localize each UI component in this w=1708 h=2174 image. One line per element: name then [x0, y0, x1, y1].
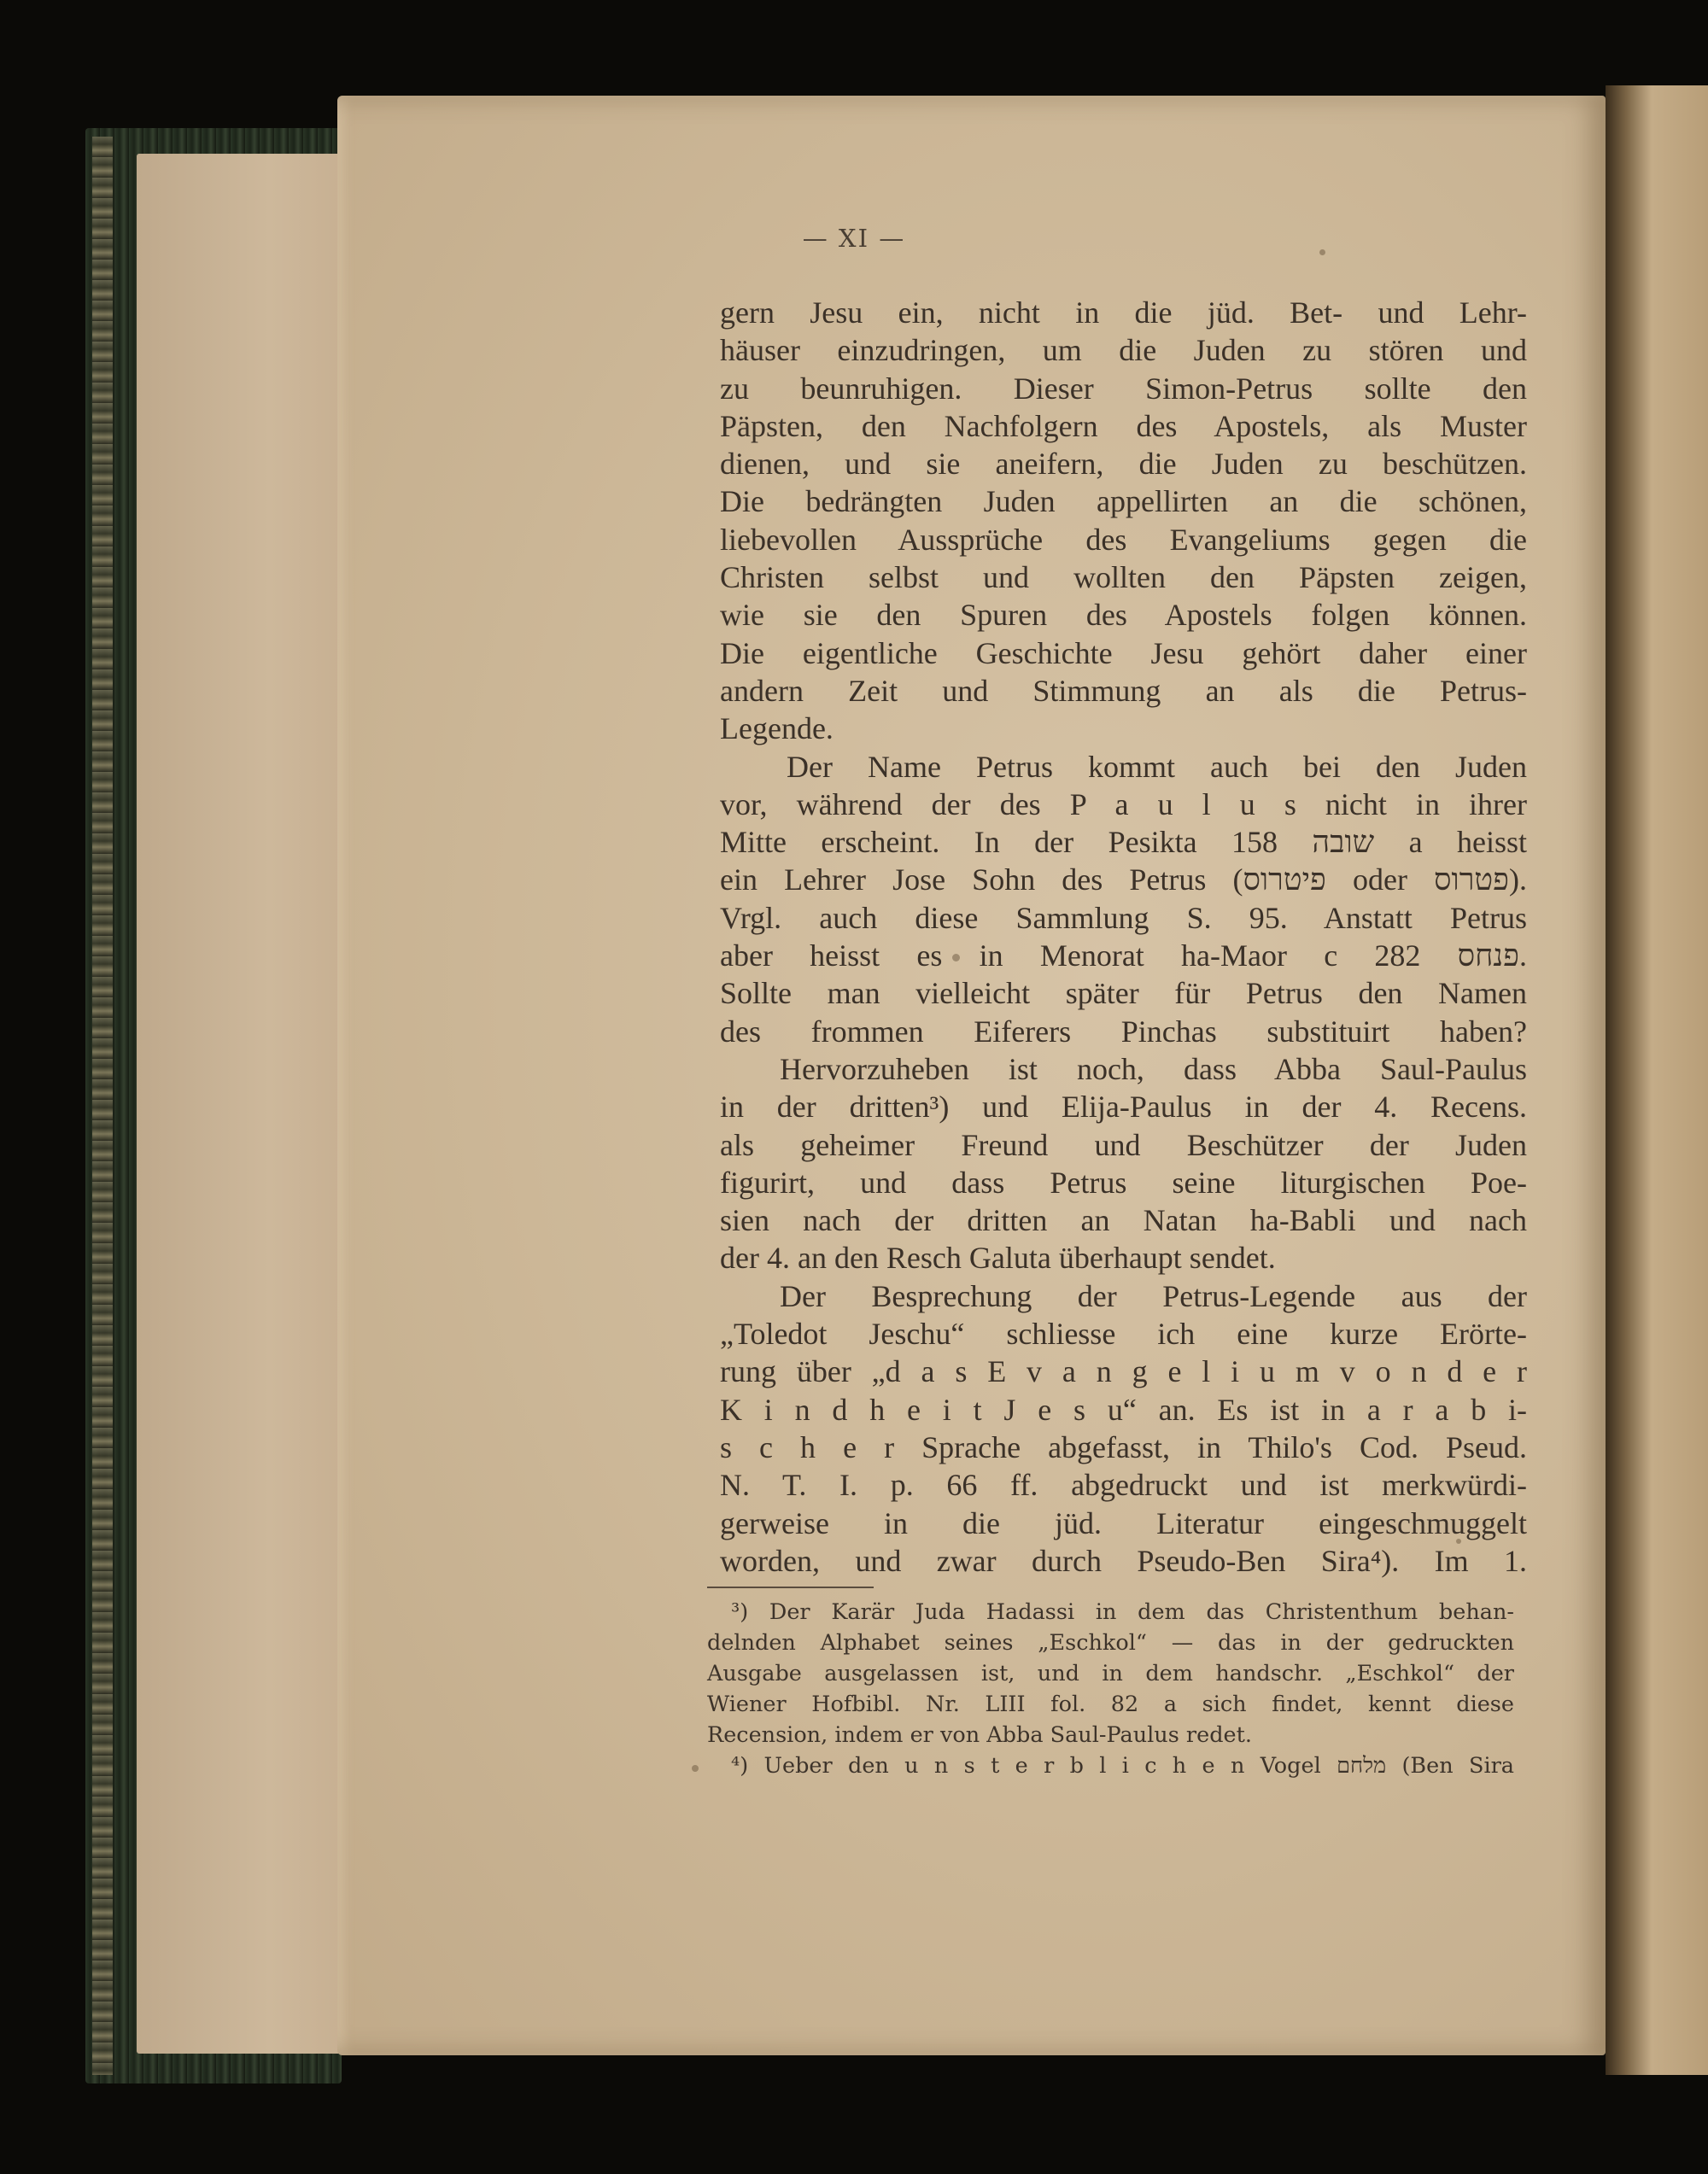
text-line: Sollte man vielleicht später für Petrus den Namen: [720, 976, 1527, 1011]
text-line: wie sie den Spuren des Apostels folgen können.: [720, 598, 1527, 633]
text-line: liebevollen Aussprüche des Evangeliums gegen die: [720, 522, 1527, 557]
text-line: „Toledot Jeschu“ schliesse ich eine kurze Erörte-: [720, 1317, 1527, 1352]
footnotes: [707, 1597, 1514, 1781]
text-line: Die bedrängten Juden appellirten an die schönen,: [720, 484, 1527, 519]
text-line: gern Jesu ein, nicht in die jüd. Bet- und Lehr-: [720, 295, 1527, 330]
text-line: in der dritten³) und Elija-Paulus in der 4. Recens.: [720, 1090, 1527, 1125]
text-line: Die eigentliche Geschichte Jesu gehört daher einer: [720, 635, 1527, 670]
text-line: Hervorzuheben ist noch, dass Abba Saul-Paulus: [780, 1051, 1527, 1086]
paper-speck: [692, 1765, 699, 1772]
text-line: häuser einzudringen, um die Juden zu stören und: [720, 333, 1527, 368]
text-line: figurirt, und dass Petrus seine liturgischen Poe-: [720, 1165, 1527, 1200]
text-line: gerweise in die jüd. Literatur eingeschmuggelt: [720, 1505, 1527, 1540]
text-line: des frommen Eiferers Pinchas substituirt haben?: [720, 1014, 1527, 1049]
text-line: Mitte erscheint. In der Pesikta שובה 158 a heisst: [720, 825, 1527, 860]
footnote-divider: [707, 1587, 874, 1588]
footnote-line: Ausgabe ausgelassen ist, und in dem handschr. „Eschkol“ der: [707, 1661, 1514, 1686]
footnote-line: Wiener Hofbibl. Nr. LIII fol. 82 a sich findet, kennt diese: [707, 1692, 1514, 1717]
text-line: Der Name Petrus kommt auch bei den Juden: [787, 749, 1527, 784]
text-line: worden, und zwar durch Pseudo-Ben Sira⁴). Im 1.: [720, 1543, 1527, 1578]
cover-spine-edge: [92, 137, 113, 2075]
footnote-line: Recension, indem er von Abba Saul-Paulus redet.: [707, 1722, 1252, 1748]
text-line: Christen selbst und wollten den Päpsten zeigen,: [720, 560, 1527, 595]
text-line: Der Besprechung der Petrus-Legende aus der: [780, 1278, 1527, 1313]
footnote-line: ³) Der Karär Juda Hadassi in dem das Christenthum behan-: [731, 1599, 1514, 1625]
text-line: Vrgl. auch diese Sammlung S. 95. Anstatt Petrus: [720, 900, 1527, 935]
text-line: ein Lehrer Jose Sohn des Petrus (פיטרוס oder פטרוס).: [720, 862, 1528, 897]
text-line: als geheimer Freund und Beschützer der Juden: [720, 1127, 1527, 1162]
text-line: andern Zeit und Stimmung an als die Petrus-: [720, 673, 1527, 708]
facing-page-edge: [1606, 85, 1708, 2075]
footnote-line: ⁴) Ueber den u n s t e r b l i c h e n Vogel מלחם (Ben Sira: [731, 1753, 1514, 1779]
text-line: sien nach der dritten an Natan ha-Babli und nach: [720, 1203, 1527, 1238]
text-line: Päpsten, den Nachfolgern des Apostels, als Muster: [720, 408, 1527, 443]
text-line: Legende.: [720, 711, 834, 746]
text-line: zu beunruhigen. Dieser Simon-Petrus sollte den: [720, 371, 1527, 406]
paper-speck: [1319, 249, 1325, 255]
text-line: K i n d h e i t J e s u“ an. Es ist in a r a b i-: [720, 1392, 1527, 1427]
text-line: s c h e r Sprache abgefasst, in Thilo's Cod. Pseud.: [720, 1429, 1527, 1464]
text-line: vor, während der des P a u l u s nicht in ihrer: [720, 786, 1527, 821]
page-number: — XI —: [802, 224, 906, 253]
footnote-line: delnden Alphabet seines „Eschkol“ — das in der gedruckten: [707, 1630, 1514, 1656]
text-line: der 4. an den Resch Galuta überhaupt sendet.: [720, 1241, 1276, 1276]
text-line: N. T. I. p. 66 ff. abgedruckt und ist merkwürdi-: [720, 1468, 1527, 1503]
text-line: aber heisst es in Menorat ha-Maor c 282 פנחס.: [720, 938, 1527, 973]
body-text: [720, 294, 1527, 1580]
text-line: rung über „d a s E v a n g e l i u m v o n d e r: [720, 1354, 1527, 1389]
back-page-stack: [137, 154, 359, 2054]
text-line: dienen, und sie aneifern, die Juden zu beschützen.: [720, 447, 1527, 482]
